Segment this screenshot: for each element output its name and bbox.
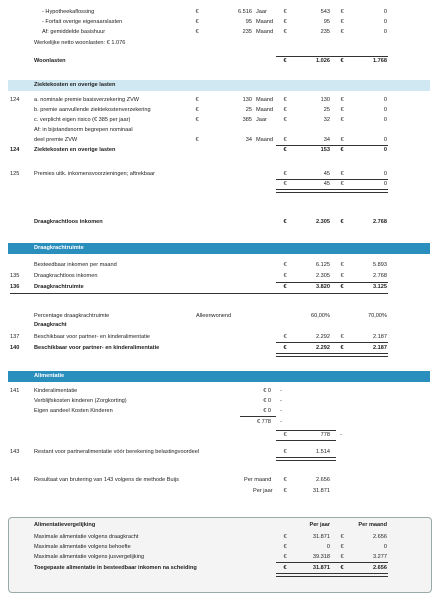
row-label: Maximale alimentatie volgens draagkracht xyxy=(34,534,139,540)
disposable-income-row xyxy=(0,262,438,269)
row-number: 136 xyxy=(10,284,20,290)
amount: 3.277 xyxy=(373,554,387,560)
currency: € xyxy=(283,97,287,103)
amount: 32 xyxy=(323,117,330,123)
currency: € xyxy=(283,534,287,540)
amount: 2.768 xyxy=(373,273,387,279)
row-number: 125 xyxy=(10,171,20,177)
currency: € xyxy=(283,117,287,123)
row-label: Verblijfskosten kinderen (Zorgkorting) xyxy=(34,398,127,404)
column-header: Per jaar xyxy=(309,522,330,528)
currency: € xyxy=(340,544,344,550)
basic-rent-row xyxy=(0,29,438,36)
child-alimony-row xyxy=(0,388,438,395)
currency: € xyxy=(340,262,344,268)
amount: 2.292 xyxy=(316,334,330,340)
amount: 1.026 xyxy=(316,58,330,64)
amount: 2.305 xyxy=(316,273,330,279)
row-label: a. nominale premie basisverzekering ZVW xyxy=(34,97,140,103)
section-header-capacity xyxy=(8,243,430,254)
amount: 2.187 xyxy=(373,345,387,351)
period: Per maand xyxy=(244,477,272,483)
currency: € xyxy=(340,554,344,560)
available-alimony-row xyxy=(0,334,438,341)
row-number: 143 xyxy=(10,449,20,455)
amount: 0 xyxy=(383,147,387,153)
currency: € xyxy=(340,334,344,340)
amount: 25 xyxy=(245,107,252,113)
capacity-room-row xyxy=(0,284,438,291)
amount: 45 xyxy=(323,171,330,177)
period: Jaar xyxy=(256,117,267,123)
currency: € xyxy=(283,107,287,113)
amount: 0 xyxy=(383,107,387,113)
row-label: - Hypotheekaflossing xyxy=(42,9,95,15)
amount: 543 xyxy=(320,9,330,15)
amount: € 778 xyxy=(257,419,271,425)
period: Per jaar xyxy=(253,488,273,494)
currency: € xyxy=(340,284,344,290)
period: Maand xyxy=(256,19,274,25)
currency: € xyxy=(340,107,344,113)
health-total-row xyxy=(0,147,438,154)
amount: 235 xyxy=(242,29,252,35)
period: Maand xyxy=(256,29,274,35)
dash: - xyxy=(280,408,282,414)
currency: € xyxy=(340,171,344,177)
double-divider xyxy=(276,573,388,577)
health-premium-row xyxy=(0,97,438,104)
currency: € xyxy=(283,181,287,187)
row-label: Beschikbaar voor partner- en kinderalimentatie xyxy=(34,345,160,351)
amount: 39.318 xyxy=(312,554,330,560)
currency: € xyxy=(195,107,199,113)
section-header-health xyxy=(8,80,430,91)
row-label: - Forfait overige eigenaarslasten xyxy=(42,19,123,25)
amount: 0 xyxy=(383,97,387,103)
currency: € xyxy=(283,554,287,560)
currency: € xyxy=(340,219,344,225)
amount: 34 xyxy=(245,137,252,143)
row-number: 140 xyxy=(10,345,20,351)
nominal-deduction-row xyxy=(0,127,438,134)
row-label: Af: gemiddelde basishuur xyxy=(42,29,106,35)
row-label: Draagkracht xyxy=(34,322,67,328)
currency: € xyxy=(283,345,287,351)
divider xyxy=(276,342,388,343)
divider xyxy=(276,145,388,146)
currency: € xyxy=(195,19,199,25)
divider xyxy=(276,179,388,180)
row-label: Percentage draagkrachtruimte xyxy=(34,313,110,319)
currency: € xyxy=(283,137,287,143)
currency: € xyxy=(283,284,287,290)
currency: € xyxy=(340,147,344,153)
currency: € xyxy=(340,29,344,35)
currency: € xyxy=(340,9,344,15)
amount: 0 xyxy=(383,117,387,123)
double-divider xyxy=(276,353,388,357)
currency: € xyxy=(283,19,287,25)
row-number: 124 xyxy=(10,147,20,153)
period: Maand xyxy=(256,97,274,103)
amount: € 0 xyxy=(263,408,271,414)
currency: € xyxy=(195,29,199,35)
amount: 2.656 xyxy=(373,565,387,571)
amount: 0 xyxy=(326,544,330,550)
comparison-header-row xyxy=(0,522,438,529)
amount: 0 xyxy=(383,544,387,550)
premiums-row xyxy=(0,171,438,178)
row-label: Maximale alimentatie volgens jusvergelijking xyxy=(34,554,145,560)
currency: € xyxy=(283,565,287,571)
currency: € xyxy=(283,432,287,438)
currency: € xyxy=(283,58,287,64)
dash: - xyxy=(280,419,282,425)
row-label: Maximale alimentatie volgens behoefte xyxy=(34,544,131,550)
amount: 385 xyxy=(242,117,252,123)
amount: 25 xyxy=(323,107,330,113)
supplementary-insurance-row xyxy=(0,107,438,114)
comparison-row-jus xyxy=(0,554,438,561)
amount: 34 xyxy=(323,137,330,143)
row-label: Woonlasten xyxy=(34,58,66,64)
amount: 95 xyxy=(323,19,330,25)
currency: € xyxy=(283,449,287,455)
row-label: Kinderalimentatie xyxy=(34,388,78,394)
gross-yearly-row xyxy=(0,488,438,495)
period: Jaar xyxy=(256,9,267,15)
currency: € xyxy=(340,534,344,540)
row-label: Besteedbaar inkomen per maand xyxy=(34,262,117,268)
section-title: Alimentatie xyxy=(34,373,65,379)
divider xyxy=(276,440,336,441)
percentage: 70,00% xyxy=(368,313,387,319)
percentage: 60,00% xyxy=(311,313,330,319)
currency: € xyxy=(283,9,287,15)
currency: € xyxy=(283,29,287,35)
currency: € xyxy=(195,9,199,15)
net-housing-note xyxy=(0,40,438,47)
row-number: 124 xyxy=(10,97,20,103)
divider xyxy=(276,430,336,431)
currency: € xyxy=(340,181,344,187)
amount: 0 xyxy=(383,19,387,25)
divider xyxy=(276,56,388,57)
amount: 130 xyxy=(242,97,252,103)
row-label: Resultaat van brutering van 143 volgens de methode Buijs xyxy=(34,477,179,483)
amount: 6.516 xyxy=(238,9,252,15)
burden-free-row xyxy=(0,273,438,280)
row-label: Eigen aandeel Kosten Kinderen xyxy=(34,408,113,414)
currency: € xyxy=(283,219,287,225)
amount: 1.768 xyxy=(373,58,387,64)
amount: 778 xyxy=(320,432,330,438)
premiums-subtotal-row xyxy=(0,181,438,188)
currency: € xyxy=(283,262,287,268)
currency: € xyxy=(283,171,287,177)
household-type: Alleenwonend xyxy=(196,313,232,319)
amount: 235 xyxy=(320,29,330,35)
currency: € xyxy=(283,147,287,153)
row-label: deel premie ZVW xyxy=(34,137,78,143)
divider xyxy=(240,416,276,417)
amount: 31.871 xyxy=(312,534,330,540)
row-label: Restant voor partneralimentatie vóór berekening belastingvoordeel xyxy=(34,449,200,455)
row-number: 144 xyxy=(10,477,20,483)
amount: 5.893 xyxy=(373,262,387,268)
housing-total-row xyxy=(0,58,438,65)
dash: - xyxy=(340,432,342,438)
divider xyxy=(276,562,388,563)
section-title: Ziektekosten en overige lasten xyxy=(34,82,116,88)
forfait-row xyxy=(0,19,438,26)
mortgage-row xyxy=(0,9,438,16)
row-number: 141 xyxy=(10,388,20,394)
currency: € xyxy=(340,345,344,351)
row-label: Af: in bijstandsnorm begrepen nominaal xyxy=(34,127,133,133)
currency: € xyxy=(195,97,199,103)
amount: 0 xyxy=(383,137,387,143)
currency: € xyxy=(340,273,344,279)
child-subtotal-row xyxy=(0,419,438,426)
comparison-row-capacity xyxy=(0,534,438,541)
amount: 31.871 xyxy=(312,565,330,571)
amount: 31.871 xyxy=(312,488,330,494)
draagkracht-label-row xyxy=(0,322,438,329)
double-divider xyxy=(276,189,388,193)
amount: 2.305 xyxy=(316,219,330,225)
dash: - xyxy=(280,388,282,394)
gross-monthly-row xyxy=(0,477,438,484)
row-label: b. premie aanvullende ziektekostenverzekering xyxy=(34,107,151,113)
comparison-row-applied xyxy=(0,565,438,572)
amount: 2.187 xyxy=(373,334,387,340)
row-number: 135 xyxy=(10,273,20,279)
amount: 153 xyxy=(320,147,330,153)
amount: 0 xyxy=(383,29,387,35)
divider xyxy=(10,293,388,294)
amount: € 0 xyxy=(263,398,271,404)
currency: € xyxy=(283,488,287,494)
deductible-row xyxy=(0,117,438,124)
row-label: Draagkrachtloos inkomen xyxy=(34,219,103,225)
percentage-row xyxy=(0,313,438,320)
amount: 2.656 xyxy=(373,534,387,540)
comparison-row-need xyxy=(0,544,438,551)
period: Maand xyxy=(256,137,274,143)
period: Maand xyxy=(256,107,274,113)
row-label: c. verplicht eigen risico (€ 385 per jaar) xyxy=(34,117,131,123)
section-header-alimony xyxy=(8,371,430,382)
amount: 130 xyxy=(320,97,330,103)
note-text: Werkelijke netto woonlasten: € 1.076 xyxy=(34,40,126,46)
row-label: Ziektekosten en overige lasten xyxy=(34,147,116,153)
row-label: Draagkrachtruimte xyxy=(34,284,84,290)
row-label: Toegepaste alimentatie in besteedbaar inkomen na scheiding xyxy=(34,565,197,571)
currency: € xyxy=(340,565,344,571)
currency: € xyxy=(340,19,344,25)
amount: 3.125 xyxy=(373,284,387,290)
currency: € xyxy=(195,137,199,143)
available-alimony-total-row xyxy=(0,345,438,352)
zvw-share-row xyxy=(0,137,438,144)
amount: 0 xyxy=(383,9,387,15)
currency: € xyxy=(340,137,344,143)
row-label: Draagkrachtloos inkomen xyxy=(34,273,98,279)
amount: 2.656 xyxy=(316,477,330,483)
amount: 1.514 xyxy=(316,449,330,455)
currency: € xyxy=(283,334,287,340)
remaining-partner-alimony-row xyxy=(0,449,438,456)
double-divider xyxy=(276,457,336,461)
currency: € xyxy=(195,117,199,123)
amount: 2.768 xyxy=(373,219,387,225)
box-title: Alimentatievergelijking xyxy=(34,522,96,528)
row-number: 137 xyxy=(10,334,20,340)
dash: - xyxy=(280,398,282,404)
amount: 0 xyxy=(383,171,387,177)
row-label: Premies uitk. inkomensvoorzieningen; aftrekbaar xyxy=(34,171,155,177)
amount: 0 xyxy=(383,181,387,187)
section-title: Draagkrachtruimte xyxy=(34,245,84,251)
column-header: Per maand xyxy=(358,522,387,528)
amount: 2.292 xyxy=(316,345,330,351)
currency: € xyxy=(340,117,344,123)
row-label: Beschikbaar voor partner- en kinderalimentatie xyxy=(34,334,150,340)
amount: € 0 xyxy=(263,388,271,394)
currency: € xyxy=(283,477,287,483)
amount: 95 xyxy=(245,19,252,25)
care-discount-row xyxy=(0,398,438,405)
divider xyxy=(276,282,388,283)
amount: 45 xyxy=(323,181,330,187)
child-total-row xyxy=(0,432,438,439)
currency: € xyxy=(283,544,287,550)
own-share-row xyxy=(0,408,438,415)
amount: 3.820 xyxy=(316,284,330,290)
amount: 6.125 xyxy=(316,262,330,268)
currency: € xyxy=(340,58,344,64)
burden-free-income-row xyxy=(0,219,438,226)
currency: € xyxy=(283,273,287,279)
currency: € xyxy=(340,97,344,103)
